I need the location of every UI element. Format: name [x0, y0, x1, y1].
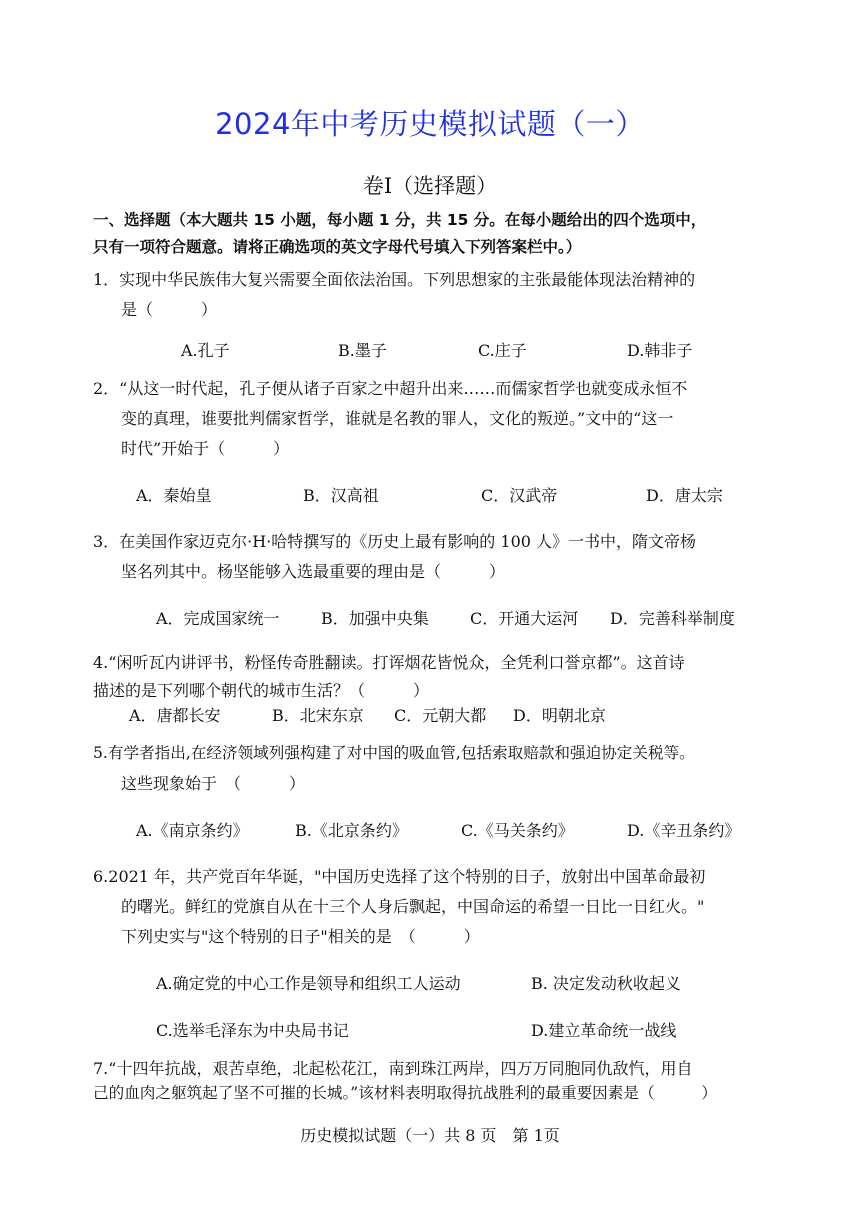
question-3-option-b: B．加强中央集: [321, 609, 429, 628]
question-7-line-1: 7.“十四年抗战，艰苦卓绝，北起松花江，南到珠江两岸，四万万同胞同仇敌忾，用自: [93, 1059, 693, 1078]
section-title: 卷Ⅰ（选择题）: [362, 174, 498, 198]
question-2-line-2: 变的真理，谁要批判儒家哲学，谁就是名教的罪人，文化的叛逆。”文中的“这一: [121, 409, 674, 428]
question-6-option-b: B. 决定发动秋收起义: [531, 974, 681, 993]
question-5-option-a: A.《南京条约》: [136, 821, 249, 840]
question-2-option-a: A．秦始皇: [136, 486, 212, 505]
question-2-option-d: D．唐太宗: [646, 486, 723, 505]
question-1-line-2: 是（ ）: [121, 300, 218, 319]
question-4-option-c: C．元朝大都: [394, 706, 487, 725]
question-4-line-2: 描述的是下列哪个朝代的城市生活？（ ）: [93, 681, 430, 700]
question-7-line-2: 己的血肉之躯筑起了坚不可摧的长城。”该材料表明取得抗战胜利的最重要因素是（ ）: [93, 1084, 717, 1102]
question-5-line-1: 5.有学者指出,在经济领域列强构建了对中国的吸血管,包括索取赔款和强迫协定关税等。: [93, 744, 695, 762]
question-2-line-3: 时代”开始于（ ）: [121, 439, 290, 458]
question-6-line-1: 6.2021 年，共产党百年华诞，"中国历史选择了这个特别的日子，放射出中国革命最初: [93, 867, 706, 886]
question-1-option-b: B.墨子: [338, 341, 387, 360]
question-3-option-c: C．开通大运河: [470, 609, 579, 628]
question-2-option-c: C．汉武帝: [481, 486, 558, 505]
question-4-line-1: 4.“闲听瓦内讲评书，粉怪传奇胜翻读。打诨烟花皆悦众，全凭利口誉京都”。这首诗: [93, 653, 685, 672]
question-5-option-b: B.《北京条约》: [295, 821, 408, 840]
question-5-option-d: D.《辛丑条约》: [627, 821, 741, 840]
question-4-option-b: B．北宋东京: [272, 706, 364, 725]
question-1-option-c: C.庄子: [478, 341, 527, 360]
question-6-option-c: C.选举毛泽东为中央局书记: [156, 1021, 349, 1040]
question-1-option-a: A.孔子: [181, 341, 230, 360]
page-footer: 历史模拟试题（一）共 8 页 第 1页: [300, 1126, 560, 1145]
instructions-line-2: 只有一项符合题意。请将正确选项的英文字母代号填入下列答案栏中。）: [93, 238, 582, 256]
question-6-line-2: 的曙光。鲜红的党旗自从在十三个人身后飘起，中国命运的希望一日比一日红火。": [121, 897, 705, 916]
question-6-line-3: 下列史实与"这个特别的日子"相关的是 （ ）: [121, 927, 480, 946]
question-6-option-a: A.确定党的中心工作是领导和组织工人运动: [156, 974, 461, 993]
question-2-option-b: B．汉高祖: [303, 486, 379, 505]
question-1-line-1: 1．实现中华民族伟大复兴需要全面依法治国。下列思想家的主张最能体现法治精神的: [93, 270, 696, 289]
question-4-option-a: A．唐都长安: [129, 706, 221, 725]
instructions-line-1: 一、选择题（本大题共 15 小题，每小题 1 分，共 15 分。在每小题给出的四个选项中，: [93, 211, 707, 229]
question-3-line-2: 坚名列其中。杨坚能够入选最重要的理由是（ ）: [121, 562, 506, 581]
question-5-option-c: C.《马关条约》: [461, 821, 574, 840]
question-4-option-d: D．明朝北京: [513, 706, 606, 725]
question-3-option-a: A．完成国家统一: [156, 609, 280, 628]
question-3-line-1: 3．在美国作家迈克尔·H·哈特撰写的《历史上最有影响的 100 人》一书中，隋文帝杨: [93, 532, 697, 551]
question-1-option-d: D.韩非子: [627, 341, 693, 360]
question-3-option-d: D．完善科举制度: [610, 609, 735, 628]
exam-title: 2024年中考历史模拟试题（一）: [215, 107, 645, 141]
question-5-line-2: 这些现象始于 （ ）: [121, 774, 306, 793]
question-2-line-1: 2．“从这一时代起，孔子便从诸子百家之中超升出来……而儒家哲学也就变成永恒不: [93, 379, 688, 398]
question-6-option-d: D.建立革命统一战线: [531, 1021, 677, 1040]
